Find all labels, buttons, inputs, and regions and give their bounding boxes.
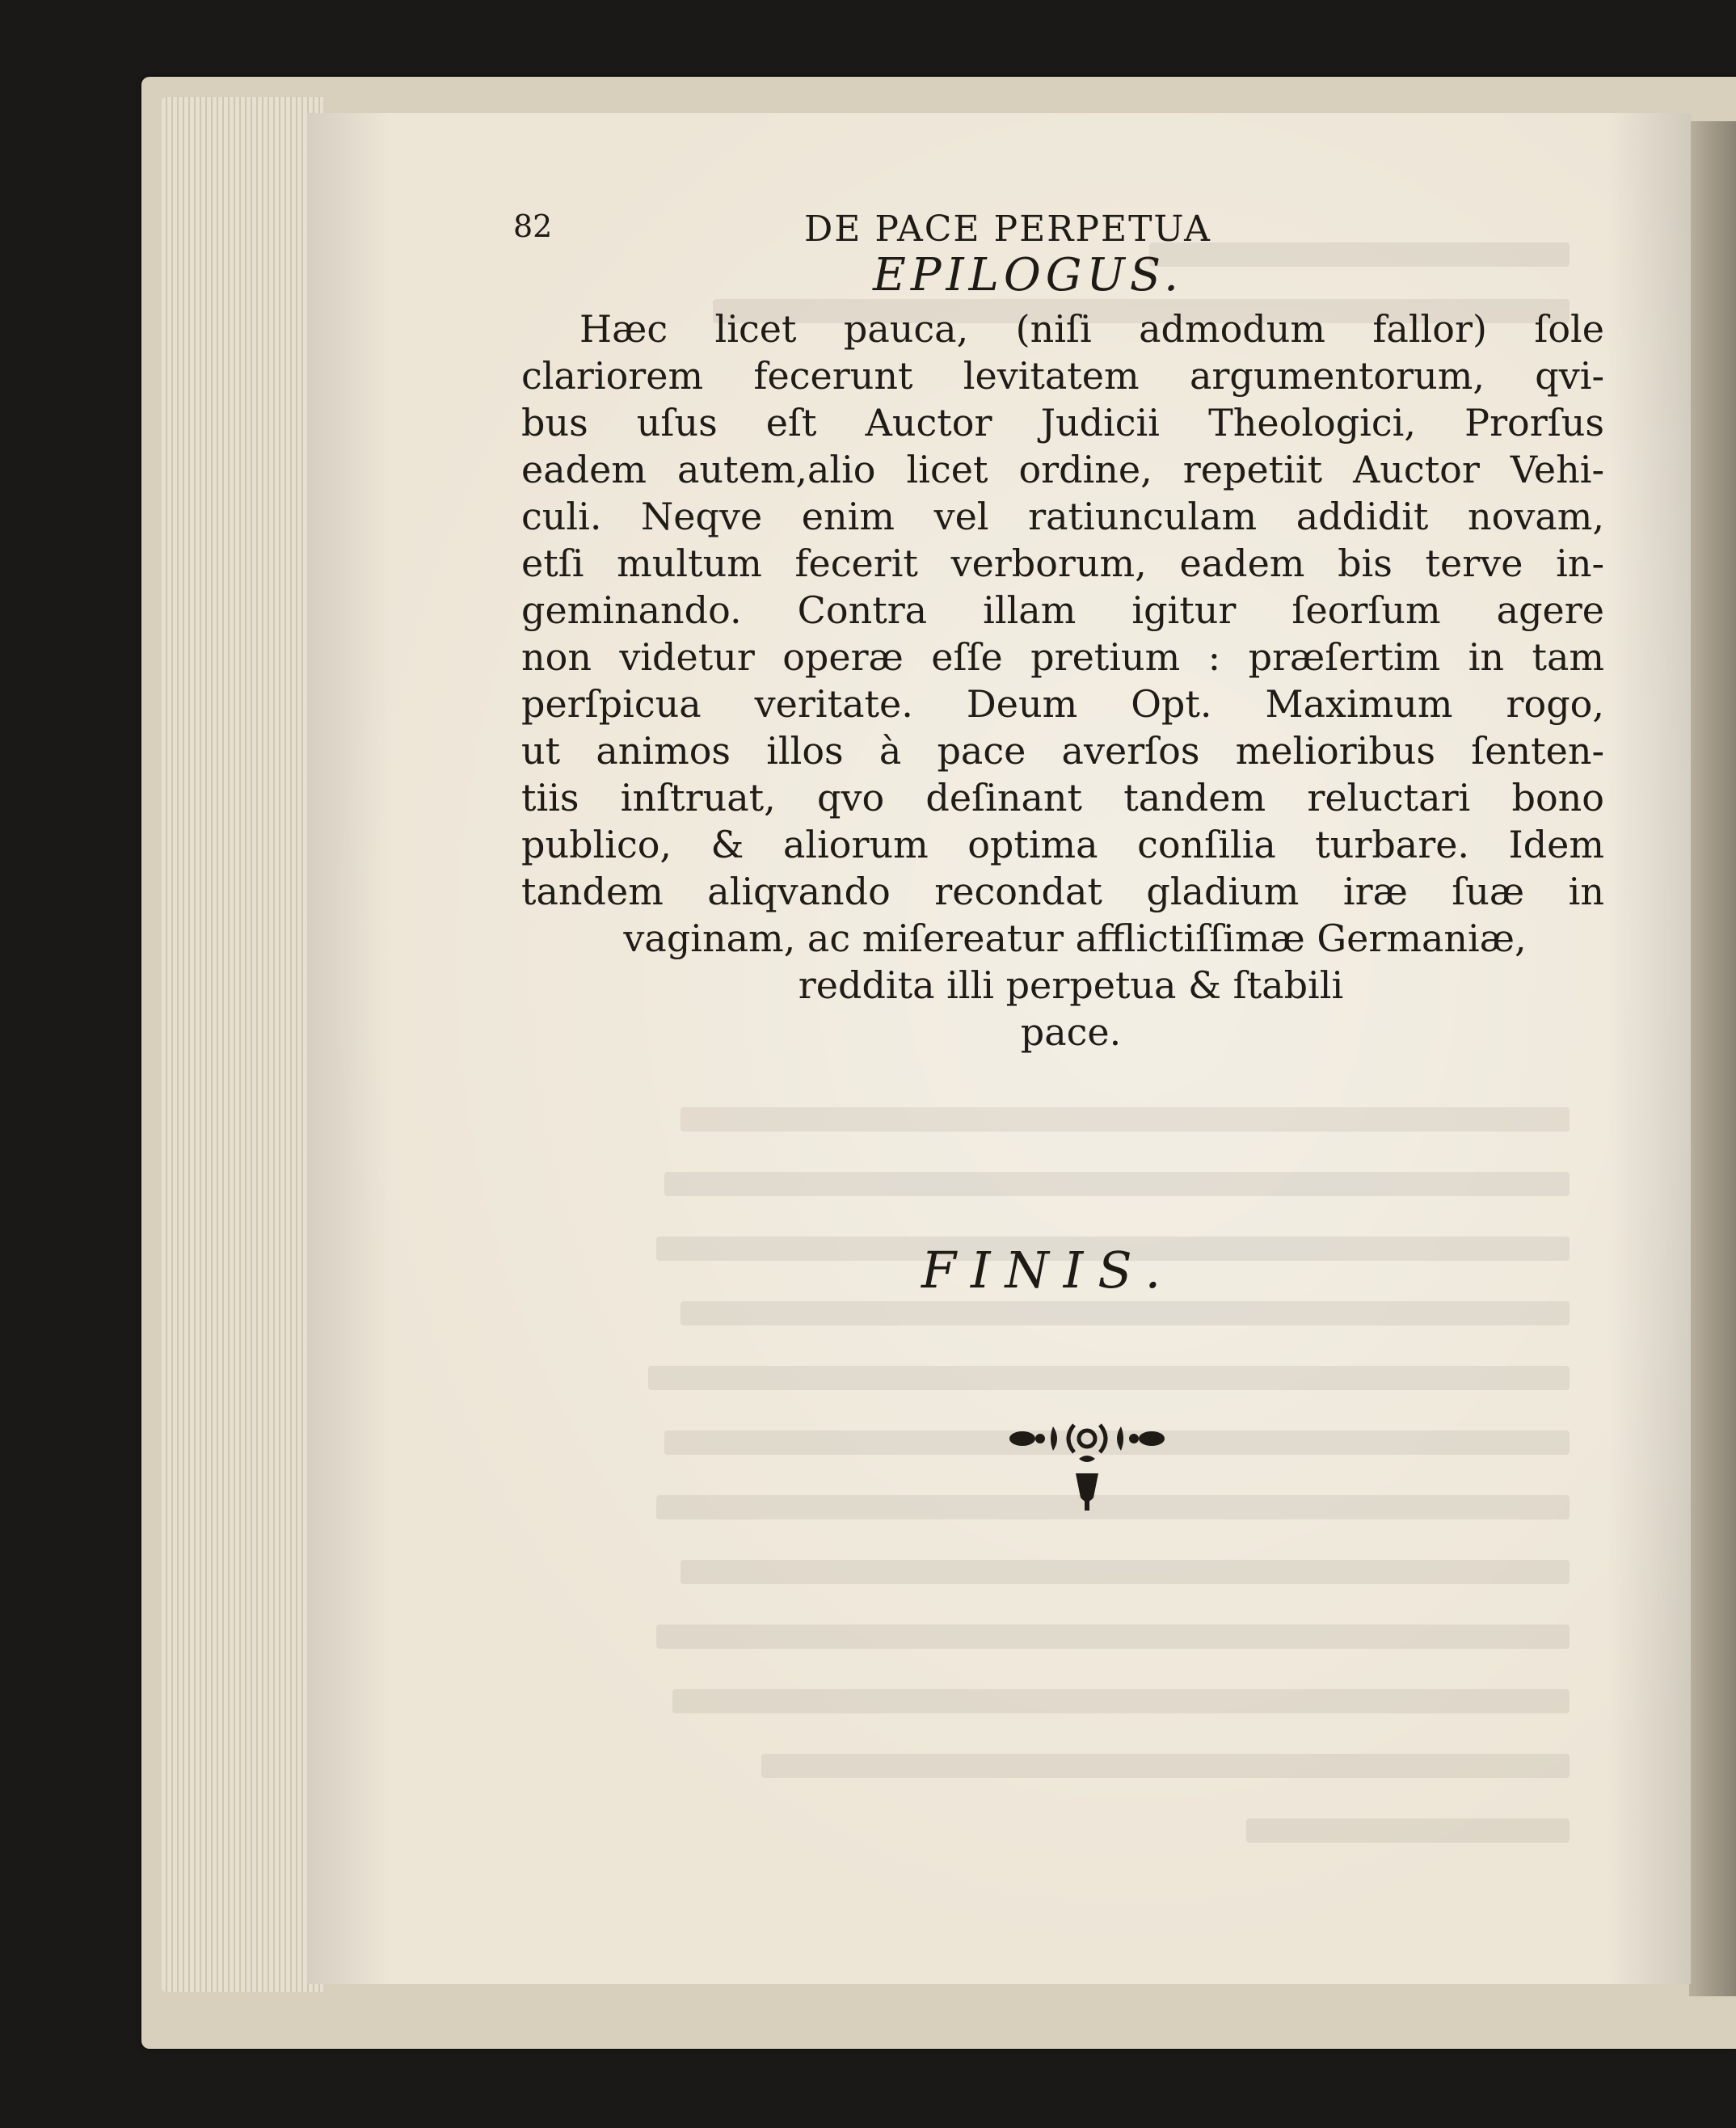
finis-heading: FINIS.	[921, 1241, 1176, 1300]
facing-page-edge	[1689, 121, 1736, 1996]
page-number: 82	[513, 209, 553, 244]
printers-ornament-icon	[990, 1410, 1184, 1523]
page-edges	[162, 97, 323, 1992]
text-line: bus uſus eſt Auctor Judicii Theologici, Prorſus	[521, 401, 1604, 445]
text-line: etſi multum fecerit verborum, eadem bis terve in-	[521, 541, 1604, 585]
text-line: non videtur operæ eſſe pretium : præſertim in tam	[521, 635, 1604, 679]
running-title: DE PACE PERPETUA	[804, 209, 1211, 250]
text-line: geminando. Contra illam igitur ſeorſum agere	[521, 588, 1604, 632]
text-line: vaginam, ac miſereatur afflictiſſimæ Germaniæ,	[623, 917, 1527, 960]
body-text	[521, 306, 1604, 1056]
text-line: culi. Neqve enim vel ratiunculam addidit novam,	[521, 495, 1604, 538]
text-line: Hæc licet pauca, (niſi admodum fallor) ſole	[579, 307, 1604, 351]
text-line: publico, & aliorum optima conſilia turbare. Idem	[521, 823, 1604, 866]
text-line: perſpicua veritate. Deum Opt. Maximum rogo,	[521, 682, 1604, 726]
text-line: tandem aliqvando recondat gladium iræ ſuæ in	[521, 870, 1604, 913]
text-line: tiis inſtruat, qvo deſinant tandem reluctari bono	[521, 776, 1604, 820]
text-line: reddita illi perpetua & ſtabili	[798, 963, 1344, 1007]
section-title: EPILOGUS.	[873, 249, 1183, 301]
text-line: clariorem fecerunt levitatem argumentorum, qvi-	[521, 354, 1604, 398]
text-line: ut animos illos à pace averſos melioribus ſenten-	[521, 729, 1604, 773]
text-line: pace.	[1020, 1010, 1122, 1054]
text-line: eadem autem,alio licet ordine, repetiit Auctor Vehi-	[521, 448, 1604, 491]
